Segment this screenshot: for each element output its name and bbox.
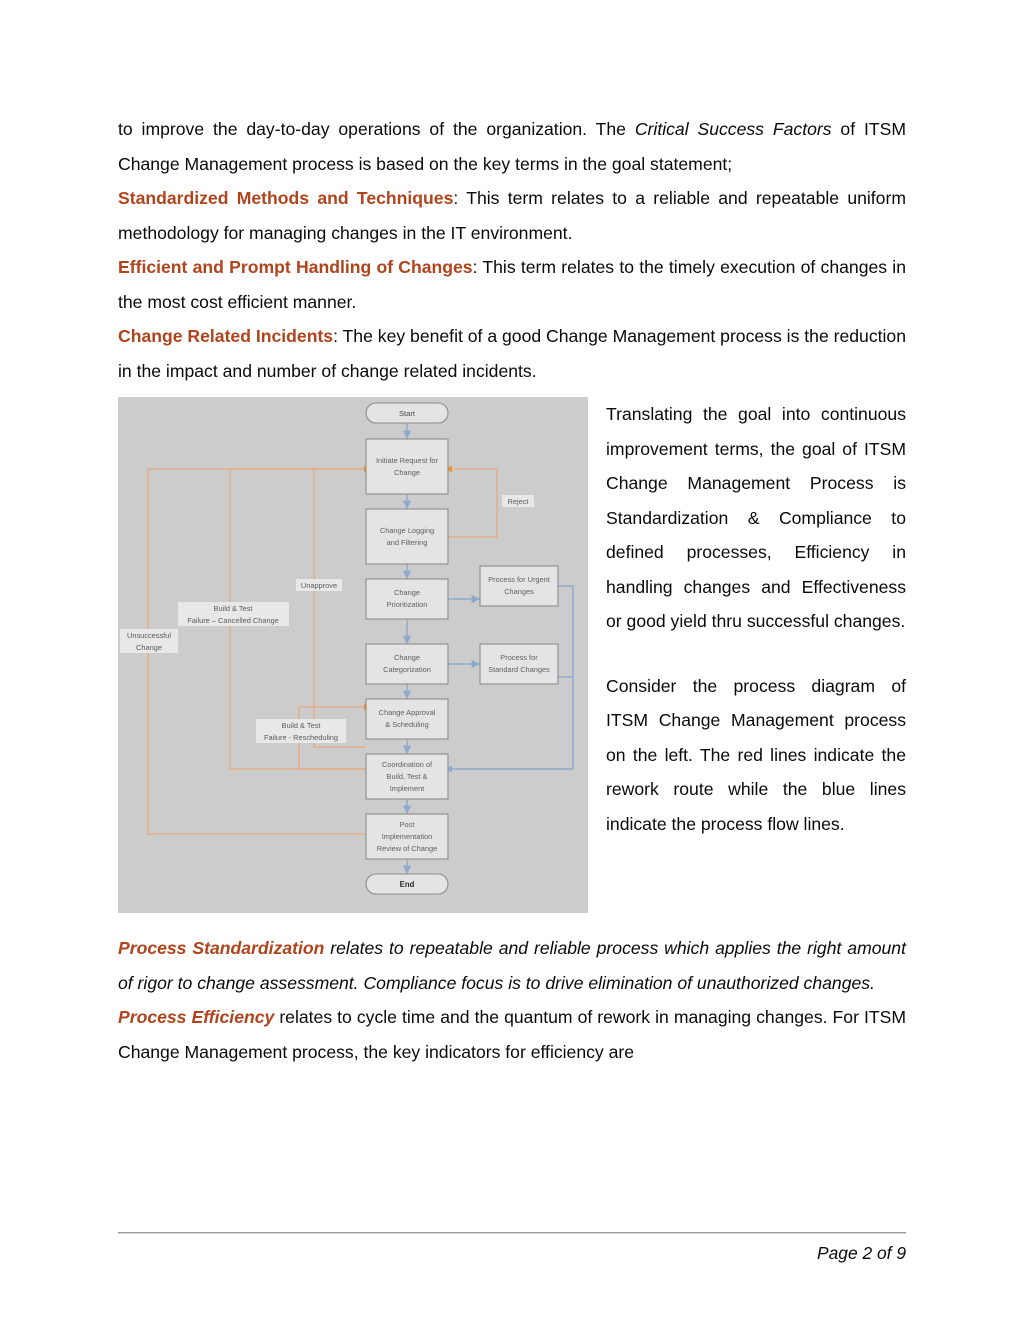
node-coordination-line3: Implement: [389, 784, 425, 793]
edge-label-reject: [502, 495, 534, 507]
node-change-prioritization: [366, 579, 448, 619]
node-prioritization-line2: Prioritization: [386, 600, 428, 609]
para6-text: relates to cycle time and the quantum of rework in managing changes. For ITSM Change Management process, the key indicators for efficiency are: [118, 1007, 906, 1062]
spacer: [118, 388, 906, 397]
para1-text-b: of ITSM Change Management process is based on the key terms in the goal statement;: [118, 119, 907, 174]
paragraph-standardized-methods: [118, 181, 906, 250]
heading-standardized-methods: Standardized Methods and Techniques: [118, 188, 454, 208]
heading-change-related-incidents: Change Related Incidents: [118, 326, 334, 346]
edge-label-unapprove-text: Unapprove: [300, 581, 338, 590]
para5-text: relates to repeatable and reliable process which applies the right amount of rigor to change assessment. Compliance focus is to drive elimination of unauthorized changes.: [118, 938, 906, 993]
node-start-label: Start: [398, 409, 416, 418]
itsm-process-flowchart: [118, 397, 588, 913]
node-approval-line2: & Scheduling: [385, 720, 429, 729]
node-coordination-line2: Build, Test &: [386, 772, 428, 781]
paragraph-translating-goal: Translating the goal into continuous improvement terms, the goal of ITSM Change Management Process is Standardization & Compliance to defined processes, Efficiency in handling changes and Effectiveness or good yield thru successful changes.: [606, 404, 906, 631]
edge-label-cancelled-line1: Build & Test: [213, 604, 253, 613]
paragraph-process-efficiency: [118, 1000, 906, 1069]
paragraph-intro: [118, 112, 906, 181]
flowchart-svg: [118, 397, 588, 913]
node-post-implementation-review: [366, 814, 448, 859]
node-logging-line1: Change Logging: [379, 526, 435, 535]
edge-label-unsuccessful-line1: Unsuccessful: [127, 631, 171, 640]
node-review-line2: Implementation: [381, 832, 433, 841]
paragraph-consider-diagram: Consider the process diagram of ITSM Change Management process on the left. The red lines indicate the rework route while the blue lines indicate the process flow lines.: [606, 675, 906, 834]
node-process-standard-changes: [480, 644, 558, 684]
node-start: [366, 403, 448, 423]
node-review-line3: Review of Change: [376, 844, 438, 853]
node-change-approval: [366, 699, 448, 739]
node-end: [366, 874, 448, 894]
edge-label-reschedule-line2: Failure - Rescheduling: [264, 733, 338, 742]
edge-label-reject-text: Reject: [507, 497, 529, 506]
node-categorization-line2: Categorization: [383, 665, 431, 674]
node-logging-line2: and Filtering: [386, 538, 428, 547]
node-coordination: [366, 754, 448, 799]
page-number: Page 2 of 9: [817, 1243, 906, 1263]
node-initiate-line1: Initiate Request for: [375, 456, 439, 465]
edge-label-build-test-cancelled: [178, 602, 289, 626]
node-change-categorization: [366, 644, 448, 684]
footer-divider: [118, 1232, 906, 1234]
heading-process-standardization: Process Standardization: [118, 938, 325, 958]
spacer: [118, 913, 906, 922]
edge-label-reschedule-line1: Build & Test: [281, 721, 321, 730]
node-end-label: End: [399, 880, 415, 889]
node-standard-line2: Standard Changes: [488, 665, 550, 674]
node-process-urgent-changes: [480, 566, 558, 606]
edge-label-cancelled-line2: Failure – Cancelled Change: [187, 616, 279, 625]
page-content: [118, 112, 906, 1069]
node-review-line1: Post: [399, 820, 415, 829]
para2-text: : This term relates to a reliable and repeatable uniform methodology for managing changes in the IT environment.: [118, 188, 906, 243]
critical-success-factors-emphasis: Critical Success Factors: [634, 119, 832, 139]
edge-label-unapprove: [296, 579, 342, 591]
node-approval-line1: Change Approval: [378, 708, 436, 717]
para4-text: : The key benefit of a good Change Management process is the reduction in the impact and number of change related incidents.: [118, 326, 906, 381]
para3-text: : This term relates to the timely execution of changes in the most cost efficient manner.: [118, 257, 906, 312]
node-urgent-line1: Process for Urgent: [488, 575, 550, 584]
edge-label-unsuccessful-change: [120, 629, 178, 653]
para1-text-a: to improve the day-to-day operations of the organization. The: [118, 119, 635, 139]
edge-label-unsuccessful-line2: Change: [136, 643, 162, 652]
node-change-logging: [366, 509, 448, 564]
paragraph-change-related-incidents: [118, 319, 906, 388]
edge-label-build-test-reschedule: [256, 719, 346, 743]
node-standard-line1: Process for: [500, 653, 538, 662]
heading-efficient-prompt: Efficient and Prompt Handling of Changes: [118, 257, 473, 277]
heading-process-efficiency: Process Efficiency: [118, 1007, 275, 1027]
paragraph-process-standardization: [118, 931, 906, 1000]
node-coordination-line1: Coordination of: [381, 760, 433, 769]
spacer: [118, 922, 906, 931]
node-initiate-line2: Change: [394, 468, 420, 477]
node-urgent-line2: Changes: [504, 587, 534, 596]
paragraph-efficient-prompt: [118, 250, 906, 319]
node-categorization-line1: Change: [394, 653, 420, 662]
node-prioritization-line1: Change: [394, 588, 420, 597]
node-initiate-request: [366, 439, 448, 494]
